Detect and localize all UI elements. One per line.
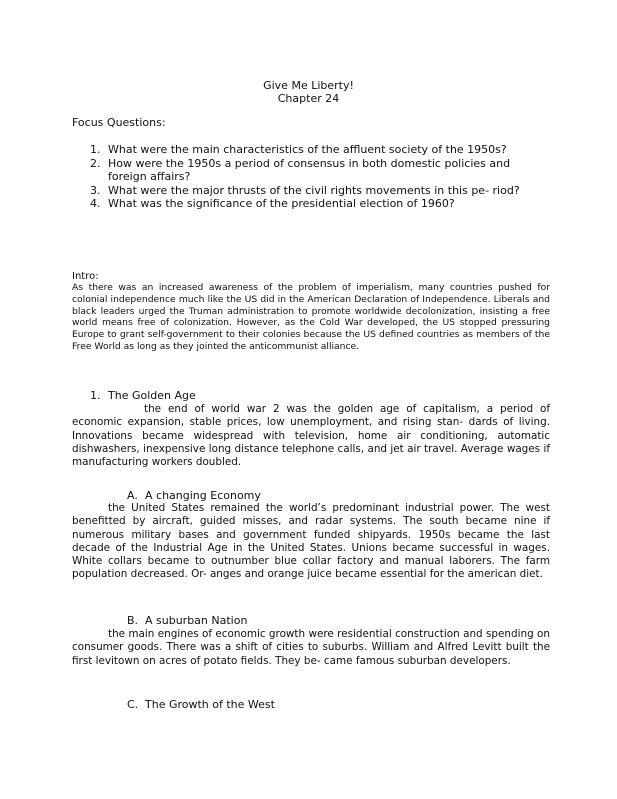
focus-question-number: 2. bbox=[90, 156, 101, 170]
section-heading-growth-of-west bbox=[127, 698, 275, 711]
section-number: A. bbox=[127, 489, 138, 502]
focus-question-text: What were the main characteristics of the affluent society of the 1950s? bbox=[108, 143, 507, 156]
intro-heading: Intro: bbox=[72, 271, 99, 282]
section-number: C. bbox=[127, 698, 139, 711]
section-number: 1. bbox=[90, 389, 101, 402]
document-title: Give Me Liberty! bbox=[263, 79, 354, 92]
section-heading-suburban-nation bbox=[127, 614, 247, 627]
section-title: A suburban Nation bbox=[145, 614, 248, 627]
section-paragraph-suburban-nation: the main engines of economic growth were residential construction and spending on consumer goods. There was a shift of cities to suburbs. William and Alfred Levitt built the first levitown on acres of potato fields. They be- came famous suburban developers. bbox=[72, 628, 550, 667]
focus-question bbox=[90, 184, 530, 198]
focus-question-number: 4. bbox=[90, 197, 101, 210]
intro-paragraph: As there was an increased awareness of the problem of imperialism, many countries pushed for colonial independence much like the US did in the American Declaration of Independence. Liberals and black leaders urged the Truman administration to promote worldwide decolonization, insisting a free world means free of colonization. However, as the Cold War developed, the US stopped pressuring Europe to grant self-government to their colonies because the US defined countries as members of the Free World as long as they jointed the anticommunist alliance. bbox=[72, 282, 550, 352]
section-heading-golden-age bbox=[90, 389, 196, 402]
focus-questions-heading: Focus Questions: bbox=[72, 116, 166, 129]
section-heading-changing-economy bbox=[127, 489, 261, 502]
section-title: The Golden Age bbox=[108, 389, 196, 402]
section-title: The Growth of the West bbox=[145, 698, 275, 711]
section-title: A changing Economy bbox=[145, 489, 261, 502]
focus-question-text: What was the significance of the presidential election of 1960? bbox=[108, 197, 455, 210]
focus-question bbox=[90, 157, 530, 184]
focus-question-text: What were the major thrusts of the civil rights movements in this pe- riod? bbox=[108, 183, 520, 197]
focus-question-text: How were the 1950s a period of consensus in both domestic policies and foreign affairs? bbox=[108, 156, 511, 183]
focus-question bbox=[90, 197, 530, 211]
focus-questions-list bbox=[90, 143, 530, 211]
section-number: B. bbox=[127, 614, 139, 627]
focus-question-number: 1. bbox=[90, 143, 101, 156]
focus-question bbox=[90, 143, 530, 157]
section-paragraph-changing-economy: the United States remained the world’s predominant industrial power. The west benefitted by aircraft, guided misses, and radar systems. The south became nine if numerous military bases and government funded shipyards. 1950s became the last decade of the Industrial Age in the United States. Unions became successful in wages. White collars became to outnumber blue collar factory and manual laborers. The farm population decreased. Or- anges and orange juice became essential for the american diet. bbox=[72, 502, 550, 581]
chapter-subtitle: Chapter 24 bbox=[277, 92, 340, 105]
focus-question-number: 3. bbox=[90, 183, 101, 197]
section-paragraph-golden-age: the end of world war 2 was the golden age of capitalism, a period of economic expansion, stable prices, low unemployment, and rising stan- dards of living. Innovations became widespread with television, home air conditioning, automatic dishwashers, inexpensive long distance telephone calls, and jet air travel. Average wages if manufacturing workers doubled. bbox=[72, 403, 550, 469]
